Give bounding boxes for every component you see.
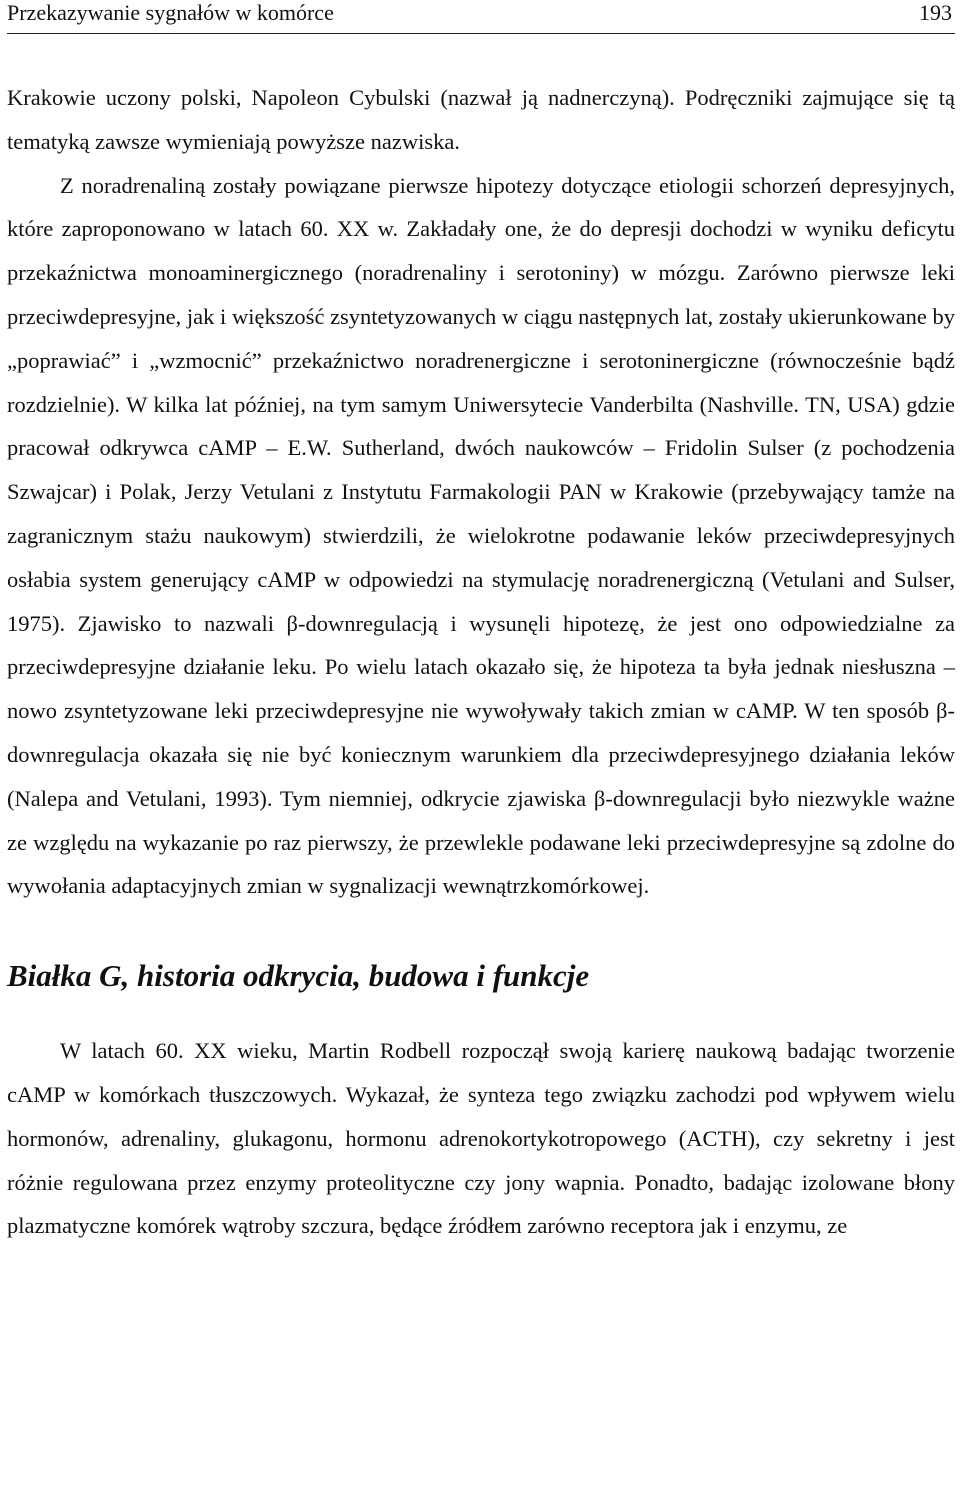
paragraph-g-proteins-intro: W latach 60. XX wieku, Martin Rodbell rozpoczął swoją karierę naukową badając tworzenie cAMP w komórkach tłuszczowych. Wykazał, że synteza tego związku zachodzi pod wpływem wielu hormonów, adrenaliny, glukagonu, hormonu adrenokortykotropowego (ACTH), czy sekretny i jest różnie regulowana przez enzymy proteolityczne czy jony wapnia. Ponadto, badając izolowane błony plazmatyczne komórek wątroby szczura, będące źródłem zarówno receptora jak i enzymu, ze — [7, 1038, 955, 1239]
document-page — [7, 0, 955, 1248]
paragraph-continuation: Krakowie uczony polski, Napoleon Cybulski (nazwał ją nadnerczyną). Podręczniki zajmujące się tą tematyką zawsze wymieniają powyższe nazwiska. — [7, 85, 955, 154]
running-header-title: Przekazywanie sygnałów w komórce — [7, 0, 334, 25]
page-number: 193 — [919, 0, 952, 25]
section-heading: Białka G, historia odkrycia, budowa i funkcje — [7, 958, 590, 994]
running-header — [7, 0, 955, 34]
paragraph-noradrenaline-hypothesis: Z noradrenaliną zostały powiązane pierwsze hipotezy dotyczące etiologii schorzeń depresyjnych, które zaproponowano w latach 60. XX w. Zakładały one, że do depresji dochodzi w wyniku deficytu przekaźnictwa monoaminergicznego (noradrenaliny i serotoniny) w mózgu. Zarówno pierwsze leki przeciwdepresyjne, jak i większość zsyntetyzowanych w ciągu następnych lat, zostały ukierunkowane by „poprawiać” i „wzmocnić” przekaźnictwo noradrenergiczne i serotoninergiczne (równocześnie bądź rozdzielnie). W kilka lat później, na tym samym Uniwersytecie Vanderbilta (Nashville. TN, USA) gdzie pracował odkrywca cAMP – E.W. Sutherland, dwóch naukowców – Fridolin Sulser (z pochodzenia Szwajcar) i Polak, Jerzy Vetulani z Instytutu Farmakologii PAN w Krakowie (przebywający tamże na zagranicznym stażu naukowym) stwierdzili, że wielokrotne podawanie leków przeciwdepresyjnych osłabia system generujący cAMP w odpowiedzi na stymulację noradrenergiczną (Vetulani and Sulser, 1975). Zjawisko to nazwali β-downregulacją i wysunęli hipotezę, że jest ono odpowiedzialne za przeciwdepresyjne działanie leku. Po wielu latach okazało się, że hipoteza ta była jednak niesłuszna – nowo zsyntetyzowane leki przeciwdepresyjne nie wywoływały takich zmian w cAMP. W ten sposób β-downregulacja okazała się nie być koniecznym warunkiem dla przeciwdepresyjnego działania leków (Nalepa and Vetulani, 1993). Tym niemniej, odkrycie zjawiska β-downregulacji było niezwykle ważne ze względu na wykazanie po raz pierwszy, że przewlekle podawane leki przeciwdepresyjne są zdolne do wywołania adaptacyjnych zmian w sygnalizacji wewnątrzkomórkowej. — [7, 172, 955, 899]
